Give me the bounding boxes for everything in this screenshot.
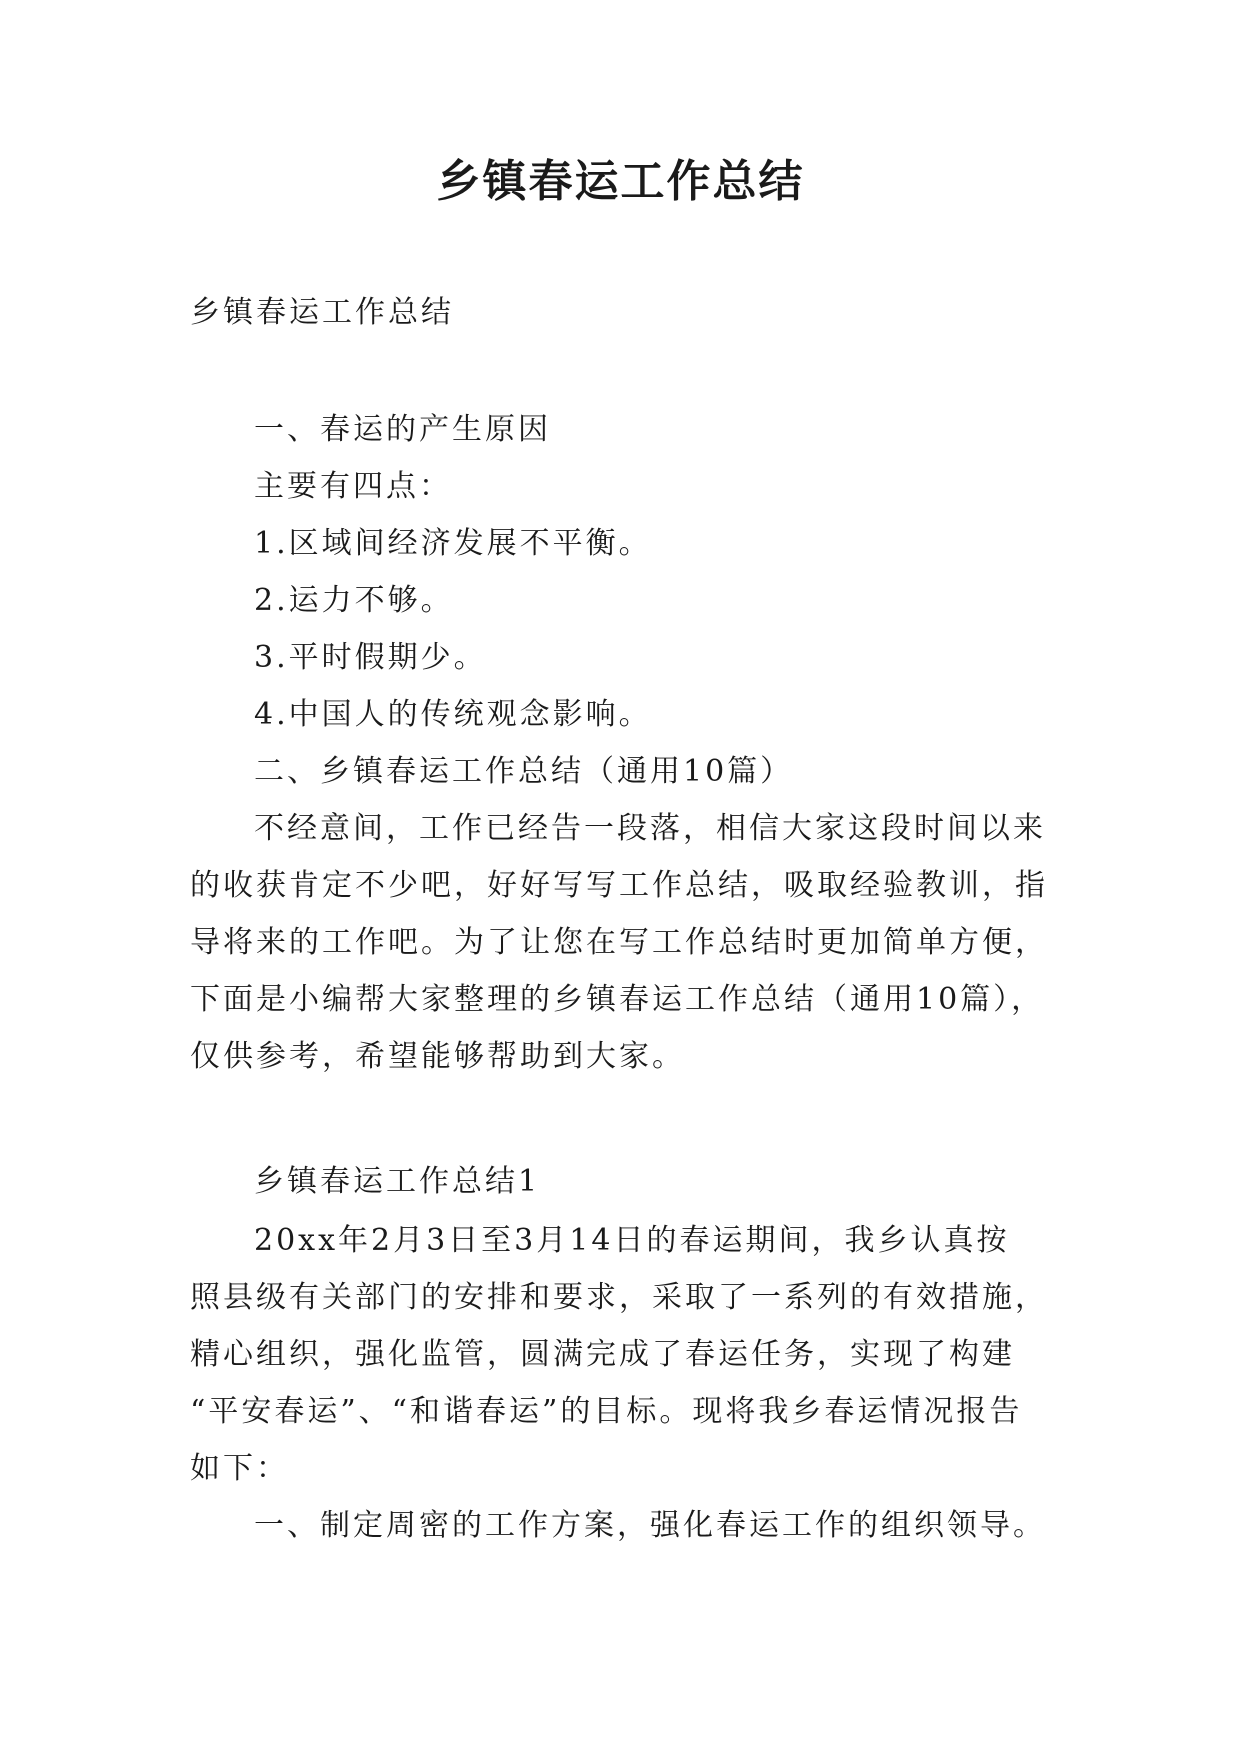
- document-title: 乡镇春运工作总结: [436, 156, 805, 207]
- article1-point1: 一、制定周密的工作方案，强化春运工作的组织领导。: [254, 1508, 1046, 1543]
- list-item: 3.平时假期少。: [254, 640, 487, 675]
- paragraph-line: 导将来的工作吧。为了让您在写工作总结时更加简单方便，: [190, 925, 1048, 960]
- paragraph-line: 不经意间，工作已经告一段落，相信大家这段时间以来: [254, 811, 1046, 846]
- list-item: 4.中国人的传统观念影响。: [254, 697, 652, 732]
- article1-heading: 乡镇春运工作总结1: [254, 1164, 541, 1199]
- paragraph-line: 仅供参考，希望能够帮助到大家。: [190, 1039, 685, 1074]
- list-item: 1.区域间经济发展不平衡。: [254, 526, 652, 561]
- document-subtitle: 乡镇春运工作总结: [190, 295, 454, 330]
- paragraph-line: “平安春运”、“和谐春运”的目标。现将我乡春运情况报告: [190, 1394, 1023, 1429]
- section1-heading: 一、春运的产生原因: [254, 412, 551, 447]
- paragraph-line: 下面是小编帮大家整理的乡镇春运工作总结（通用10篇），: [190, 982, 1045, 1017]
- paragraph-line: 的收获肯定不少吧，好好写写工作总结，吸取经验教训，指: [190, 868, 1048, 903]
- section1-intro: 主要有四点：: [254, 469, 452, 504]
- paragraph-line: 照县级有关部门的安排和要求，采取了一系列的有效措施，: [190, 1280, 1048, 1315]
- paragraph-line: 精心组织，强化监管，圆满完成了春运任务，实现了构建: [190, 1337, 1015, 1372]
- list-item: 2.运力不够。: [254, 583, 454, 618]
- paragraph-line: 如下：: [190, 1451, 289, 1486]
- paragraph-line: 20xx年2月3日至3月14日的春运期间，我乡认真按: [254, 1223, 1010, 1258]
- section2-heading: 二、乡镇春运工作总结（通用10篇）: [254, 754, 794, 789]
